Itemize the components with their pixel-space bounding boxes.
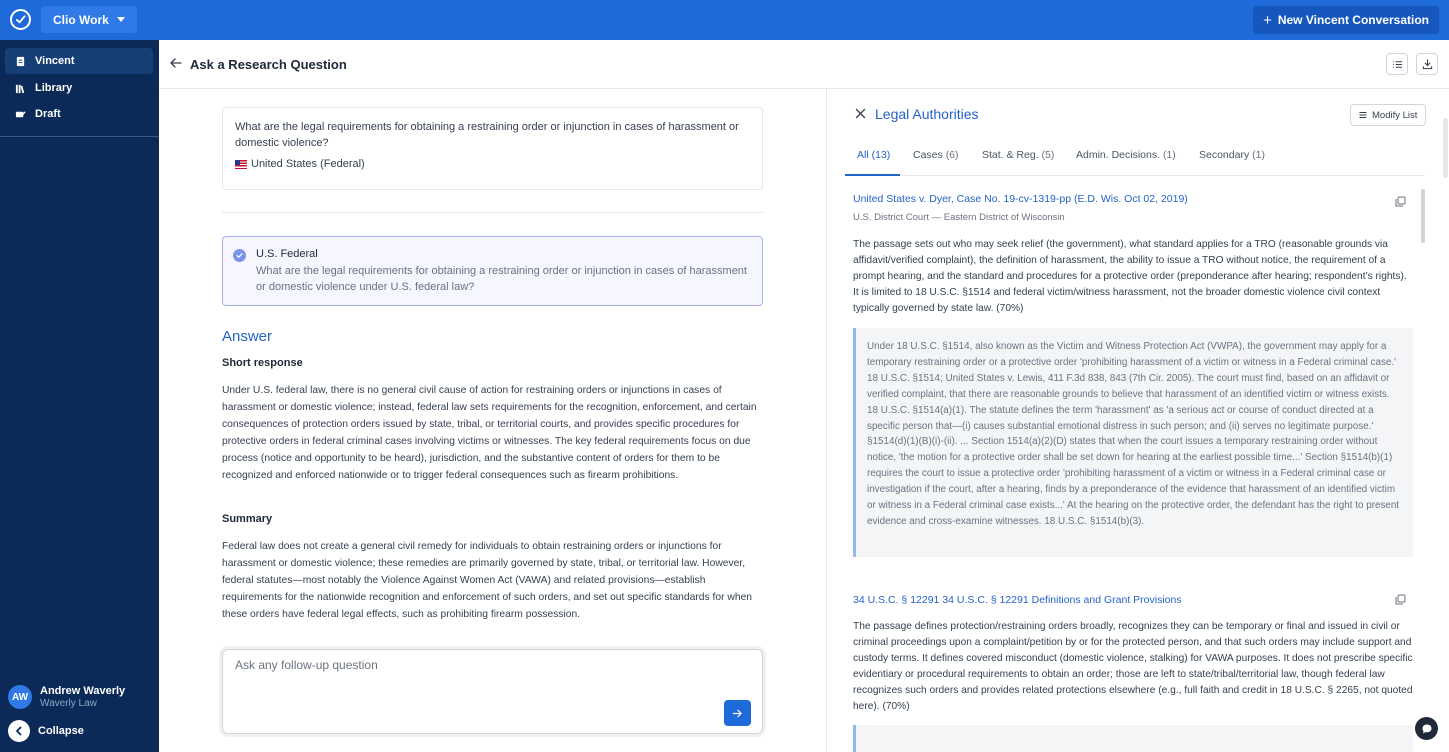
jurisdiction-card-question: What are the legal requirements for obtaining a restraining order or injunction in cases of harassment or domestic violence under U.S. federal law? — [256, 265, 747, 293]
answer-heading: Answer — [222, 328, 273, 345]
collapse-label: Collapse — [38, 725, 84, 737]
followup-box — [222, 649, 763, 734]
tab-count: (1) — [1162, 149, 1176, 161]
workspace-dropdown[interactable] — [41, 6, 137, 33]
sidebar-item-label: Library — [35, 82, 73, 94]
jurisdiction-label: United States (Federal) — [251, 158, 365, 170]
list-icon — [1392, 59, 1403, 70]
arrow-right-icon — [732, 708, 743, 719]
draft-icon — [15, 109, 26, 120]
sidebar-item-vincent[interactable] — [5, 48, 153, 74]
authority-tabs — [845, 139, 1425, 176]
tab-admin-decisions[interactable] — [1076, 149, 1176, 161]
new-conversation-label: New Vincent Conversation — [1277, 13, 1429, 27]
legal-authorities-panel — [826, 89, 1449, 752]
sidebar-item-library[interactable] — [5, 75, 153, 101]
tab-count: (13) — [871, 149, 891, 161]
short-response-heading: Short response — [222, 357, 303, 369]
tab-label: Secondary — [1199, 149, 1250, 161]
modify-list-button[interactable] — [1350, 104, 1426, 126]
us-flag-icon — [235, 160, 247, 169]
close-icon[interactable] — [855, 108, 866, 119]
top-bar — [0, 0, 1449, 40]
main-content — [159, 89, 826, 752]
modify-list-label: Modify List — [1372, 109, 1418, 121]
sidebar-item-label: Vincent — [35, 55, 75, 67]
download-icon — [1422, 59, 1433, 70]
chat-bubble-icon — [1421, 723, 1433, 735]
sidebar — [0, 40, 159, 752]
copy-icon[interactable] — [1395, 594, 1406, 605]
tab-count: (5) — [1041, 149, 1055, 161]
page-header — [159, 40, 1449, 89]
jurisdiction-card-title: U.S. Federal — [256, 248, 318, 260]
jurisdiction-row — [235, 158, 750, 170]
chevron-down-icon — [117, 17, 125, 22]
authority-title-link[interactable]: United States v. Dyer, Case No. 19-cv-1319-pp (E.D. Wis. Oct 02, 2019) — [853, 193, 1188, 205]
tab-stat-reg[interactable] — [982, 149, 1054, 161]
authority-title-link[interactable]: 34 U.S.C. § 12291 34 U.S.C. § 12291 Definitions and Grant Provisions — [853, 594, 1182, 606]
avatar: AW — [8, 685, 32, 709]
workspace-label: Clio Work — [53, 12, 109, 27]
short-response-text: Under U.S. federal law, there is no general civil cause of action for restraining orders or injunctions in cases of harassment or domestic violence; instead, federal law sets requirements for the recognition, enforcement, and certain consequences of protection orders issued by state, tribal, or territorial courts, and provides specific procedures for protective orders in federal criminal cases involving victims or witnesses. The key federal requirements focus on due process (notice and opportunity to be heard), jurisdiction, and the substantive content of orders for them to be recognized and enforced nationwide or to trigger federal consequences such as firearm prohibitions. — [222, 385, 757, 481]
summary-heading: Summary — [222, 513, 273, 525]
sidebar-item-label: Draft — [35, 108, 61, 120]
tab-count: (1) — [1252, 149, 1265, 161]
tab-count: (6) — [945, 149, 959, 161]
chat-support-button[interactable] — [1415, 717, 1438, 740]
tab-label: Stat. & Reg. — [982, 149, 1039, 161]
authority-court: U.S. District Court — Eastern District of Wisconsin — [853, 212, 1065, 223]
sidebar-item-draft[interactable] — [5, 101, 153, 127]
authority-summary: The passage defines protection/restraining orders broadly, recognizes they can be temporary or final and issued in civil or criminal proceedings upon a complaint/petition by or for the protected person, and that such orders may include support and custody terms. It defines covered misconduct (domestic violence, stalking) for VAWA purposes. It does not prescribe specific evidentiary or procedural requirements to obtain an order; those are left to state/tribal/territorial law, though federal law recognizes such orders and provides related protections elsewhere (e.g., full faith and credit in 18 U.S.C. § 2265, not quoted here). (70%) — [853, 621, 1413, 712]
tab-all[interactable] — [857, 149, 890, 161]
followup-input[interactable] — [235, 658, 735, 672]
authority-summary: The passage sets out who may seek relief (the government), what standard applies for a TRO (reasonable grounds via affidavit/verified complaint), the definition of harassment, the ability to issue a TRO without notice, the requirement of a prompt hearing, and the standard and procedures for a protective order (preponderance after hearing; respondent’s rights). It is limited to 18 U.S.C. §1514 and federal victim/witness harassment, not the broader domestic violence civil context typically governed by state law. (70%) — [853, 239, 1407, 314]
user-profile[interactable] — [8, 685, 125, 709]
check-circle-icon — [233, 249, 246, 262]
user-org: Waverly Law — [40, 698, 97, 709]
plus-icon: + — [1263, 11, 1272, 29]
jurisdiction-card[interactable] — [222, 236, 763, 306]
collapse-button[interactable] — [8, 720, 84, 742]
question-card — [222, 107, 763, 190]
chevron-left-icon — [8, 720, 30, 742]
send-button[interactable] — [724, 700, 751, 726]
authority-quote: Under 18 U.S.C. §1514, also known as the Victim and Witness Protection Act (VWPA), the government may apply for a temporary restraining order or a protective order 'prohibiting harassment of a victim or witness in a Federal criminal case.' 18 U.S.C. §1514; United States v. Lewis, 411 F.3d 838, 843 (7th Cir. 2005). The court must find, based on an affidavit or verified complaint, that there are reasonable grounds to believe that harassment of an identified victim or witness exists. 18 U.S.C. §1514(a)(1). The statute defines the term 'harassment' as 'a serious act or course of conduct directed at a specific person that—(i) causes substantial emotional distress in such person; and (ii) serves no legitimate purpose.' §1514(d)(1)(B)(i)-(ii). ... Section 1514(a)(2)(D) states that when the court issues a temporary restraining order without notice, 'the motion for a protective order shall be set down for hearing at the earliest possible time...' Section §1514(b)(1) requires the court to issue a protective order 'prohibiting harassment of a victim or witness in a Federal criminal case or investigation if the court, after a hearing, finds by a preponderance of the evidence that harassment of an identified victim or witness in a Federal criminal case exists...' At the hearing on the protective order, the defendant has the right to present evidence and cross-examine witnesses. 18 U.S.C. §1514(b)(3). — [853, 328, 1413, 557]
user-name: Andrew Waverly — [40, 685, 126, 697]
document-icon — [15, 56, 26, 67]
arrow-left-icon[interactable] — [169, 56, 183, 70]
sidebar-divider — [0, 136, 159, 137]
panel-scrollbar[interactable] — [1421, 189, 1425, 243]
tab-label: All — [857, 149, 869, 161]
page-scrollbar[interactable] — [1443, 118, 1448, 178]
list-icon — [1359, 111, 1367, 119]
list-view-button[interactable] — [1386, 53, 1408, 75]
clio-check-logo-icon[interactable] — [10, 9, 31, 30]
question-text: What are the legal requirements for obtaining a restraining order or injunction in cases of harassment or domestic violence? — [235, 121, 739, 149]
content-divider — [222, 212, 763, 213]
active-tab-indicator — [845, 174, 900, 176]
copy-icon[interactable] — [1395, 196, 1406, 207]
panel-title: Legal Authorities — [875, 106, 979, 122]
new-conversation-button[interactable] — [1253, 6, 1439, 34]
summary-text: Federal law does not create a general civil remedy for individuals to obtain restraining orders or injunctions for harassment or domestic violence; these remedies are primarily governed by state, tribal, or territorial law. However, federal statutes—most notably the Violence Against Women Act (VAWA) and related provisions—establish requirements for the nationwide recognition and enforcement of such orders, and set out specific standards for when these orders have federal legal effects, such as prohibiting firearm possession. — [222, 541, 753, 620]
page-title: Ask a Research Question — [190, 57, 347, 72]
tab-cases[interactable] — [913, 149, 959, 161]
library-icon — [15, 83, 26, 94]
authority-quote — [853, 725, 1413, 752]
tab-label: Cases — [913, 149, 943, 161]
download-button[interactable] — [1416, 53, 1438, 75]
tab-label: Admin. Decisions. — [1076, 149, 1161, 161]
tab-secondary[interactable] — [1199, 149, 1265, 161]
